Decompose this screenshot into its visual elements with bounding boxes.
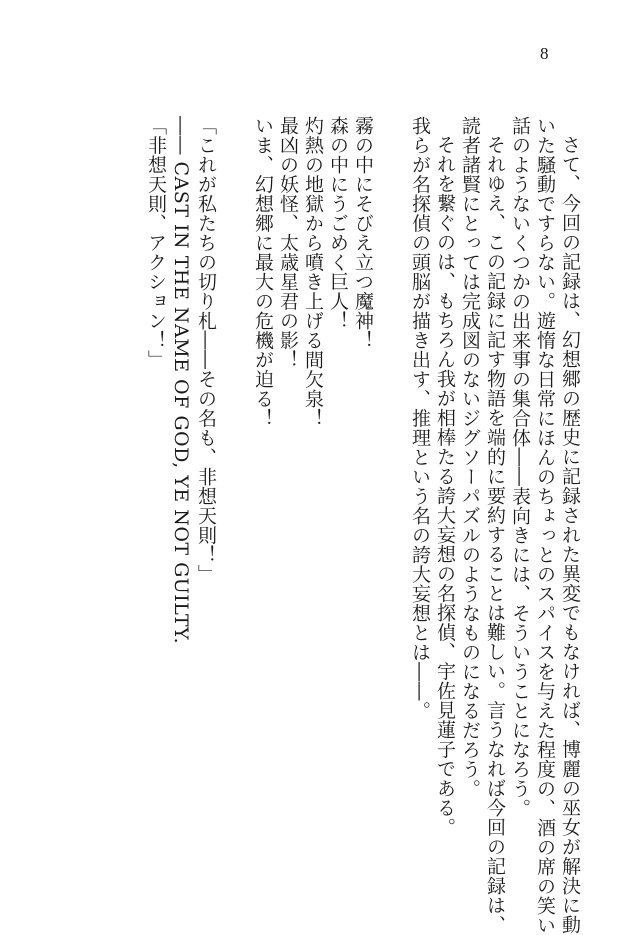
closing-line-english: ―― CAST IN THE NAME OF GOD, YE NOT GUILTY. xyxy=(170,116,192,645)
narrative-line: 話のようないくつかの出来事の集合体――表向きには、そういうことになろう。 xyxy=(509,116,531,818)
section-gap xyxy=(375,116,407,856)
tagline-line: 森の中にうごめく巨人！ xyxy=(327,116,349,331)
vertical-text-body xyxy=(143,116,582,935)
narrative-line: 我らが名探偵の頭脳が描き出す、推理という名の誇大妄想とは――。 xyxy=(409,116,431,721)
tagline-line: 最凶の妖怪、太歳星君の影！ xyxy=(277,116,299,370)
closing-line: 「非想天則、アクション！」 xyxy=(145,116,167,370)
tagline-line: 灼熱の地獄から噴き上げる間欠泉！ xyxy=(302,116,324,428)
page-number: 8 xyxy=(540,44,549,63)
tagline-line: 霧の中にそびえ立つ魔神！ xyxy=(352,116,374,350)
narrative-line: さて、今回の記録は、幻想郷の歴史に記録された異変でもなければ、博麗の巫女が解決に動 xyxy=(559,135,581,935)
section-gap xyxy=(218,116,250,856)
narrative-line: 読者諸賢にとっては完成図のないジグソーパズルのようなものになるだろう。 xyxy=(459,116,481,799)
narrative-line: それゆえ、この記録に記す物語を端的に要約することは難しい。言うなれば今回の記録は、 xyxy=(484,135,506,935)
narrative-line: それを繋ぐのは、もちろん我が相棒たる誇大妄想の名探偵、宇佐見蓮子である。 xyxy=(434,135,456,837)
closing-line: 「これが私たちの切り札――その名も、非想天則！」 xyxy=(195,116,217,584)
tagline-line: いま、幻想郷に最大の危機が迫る！ xyxy=(252,116,274,428)
narrative-line: いた騒動ですらない。遊惰な日常にほんのちょっとのスパイスを与えた程度の、酒の席の笑い xyxy=(534,116,556,935)
